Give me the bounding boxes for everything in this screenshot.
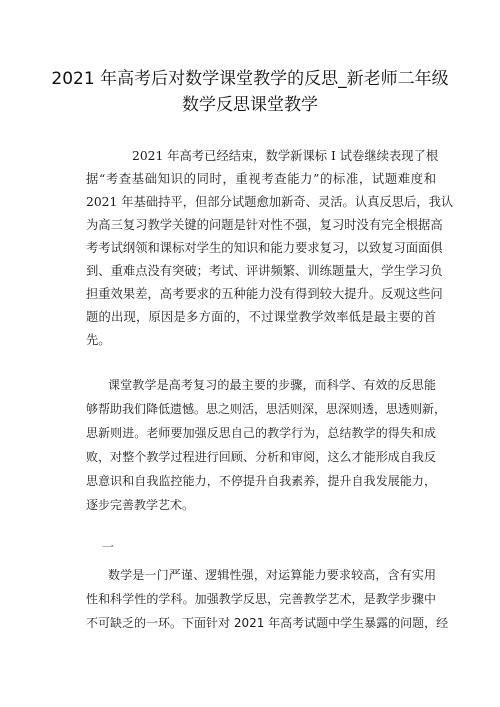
- section-marker: 一: [102, 540, 115, 554]
- paragraph-line: 担重效果差，高考要求的五种能力没有得到较大提升。反观这些问: [86, 287, 443, 301]
- paragraph-line: 课堂教学是高考复习的最主要的步骤，而科学、有效的反思能: [108, 378, 436, 392]
- paragraph-line: 2021 年基础持平，但部分试题愈加新奇、灵活。认真反思后，我认: [86, 195, 454, 209]
- paragraph-line: 够帮助我们降低遗憾。思之则活，思活则深，思深则透，思透则新，: [86, 402, 447, 416]
- paragraph-line: 败，对整个教学过程进行回顾、分析和审阅，这么才能形成自我反: [86, 450, 436, 464]
- paragraph-line: 性和科学性的学科。加强教学反思，完善教学艺术，是教学步骤中: [86, 592, 436, 606]
- paragraph-line: 据“考查基础知识的同时，重视考查能力”的标准，试题难度和: [86, 172, 436, 186]
- paragraph-line: 数学是一门严谨、逻辑性强，对运算能力要求较高，含有实用: [108, 568, 436, 582]
- paragraph-line: 先。: [86, 333, 111, 347]
- document-title-line-2: 数学反思课堂教学: [182, 95, 318, 115]
- paragraph-line: 2021 年高考已经结束，数学新课标 I 试卷继续表现了根: [132, 149, 439, 163]
- paragraph-line: 题的出现，原因是多方面的，不过课堂教学效率低是最主要的首: [86, 310, 436, 324]
- document-title-line-1: 2021 年高考后对数学课堂教学的反思_新老师二年级: [51, 69, 449, 89]
- paragraph-line: 思新则进。老师要加强反思自己的教学行为，总结教学的得失和成: [86, 426, 436, 440]
- paragraph-line: 思意识和自我监控能力，不停提升自我素养，提升自我发展能力，: [86, 474, 436, 488]
- paragraph-line: 考考试纲领和课标对学生的知识和能力要求复习，以致复习面面俱: [86, 241, 443, 255]
- paragraph-line: 到、重难点没有突破；考试、评讲频繁、训练题量大，学生学习负: [86, 264, 443, 278]
- paragraph-line: 为高三复习教学关键的问题是针对性不强，复习时没有完全根据高: [86, 218, 443, 232]
- paragraph-line: 不可缺乏的一环。下面针对 2021 年高考试题中学生暴露的问题，经: [86, 616, 449, 630]
- paragraph-line: 逐步完善教学艺术。: [86, 498, 195, 512]
